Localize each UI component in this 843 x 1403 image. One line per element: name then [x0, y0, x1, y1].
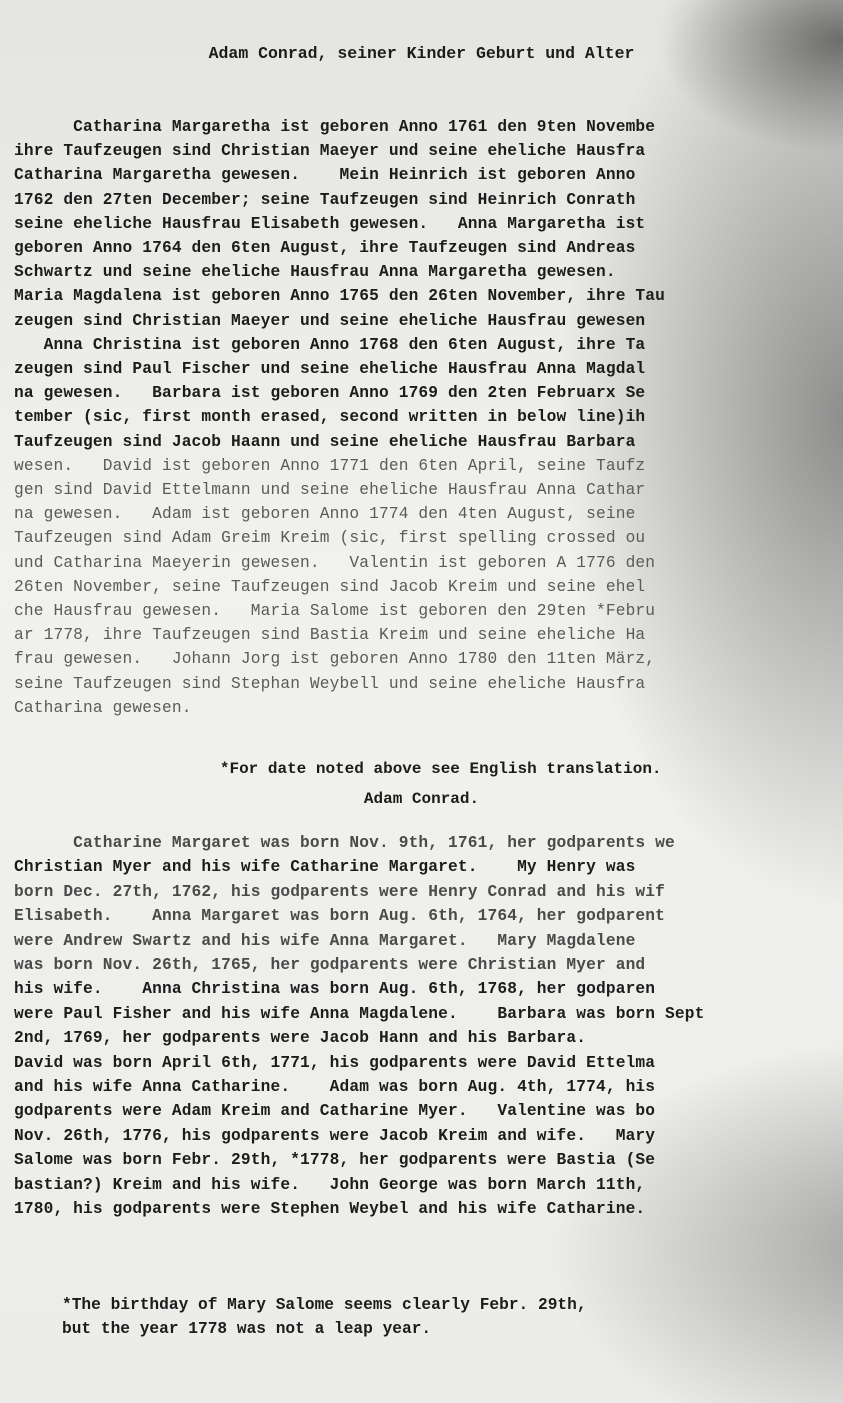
german-lines-line: seine eheliche Hausfrau Elisabeth gewesen. Anna Margaretha ist — [14, 214, 646, 233]
english-lines-line: born Dec. 27th, 1762, his godparents were Henry Conrad and his wif — [14, 882, 666, 901]
german-lines-line: na gewesen. Barbara ist geboren Anno 1769 den 2ten Februarx Se — [14, 384, 646, 403]
footnote-reference-text: *For date noted above see English translation. — [219, 760, 662, 778]
german-lines-line: Anna Christina ist geboren Anno 1768 den 6ten August, ihre Ta — [14, 335, 646, 354]
german-lines-line: gen sind David Ettelmann und seine eheliche Hausfrau Anna Cathar — [14, 481, 646, 499]
german-lines-line: tember (sic, first month erased, second written in below line)ih — [14, 408, 646, 427]
english-lines-line: were Paul Fisher and his wife Anna Magdalene. Barbara was born Sept — [14, 1004, 705, 1023]
footnote-reference — [0, 742, 843, 796]
document-title: Adam Conrad, seiner Kinder Geburt und Alter — [208, 44, 635, 63]
footnote-lines-line: but the year 1778 was not a leap year. — [62, 1320, 432, 1338]
german-lines-line: zeugen sind Christian Maeyer und seine eheliche Hausfrau gewesen — [14, 311, 646, 330]
german-lines-line: Maria Magdalena ist geboren Anno 1765 den 26ten November, ihre Tau — [14, 287, 666, 306]
german-lines-line: Catharina gewesen. — [14, 698, 192, 717]
german-lines-line: 26ten November, seine Taufzeugen sind Jacob Kreim und seine ehel — [14, 577, 646, 596]
german-lines-line: frau gewesen. Johann Jorg ist geboren Anno 1780 den 11ten März, — [14, 650, 656, 669]
german-lines-line: wesen. David ist geboren Anno 1771 den 6ten April, seine Taufz — [14, 456, 646, 475]
german-lines-line: zeugen sind Paul Fischer und seine eheliche Hausfrau Anna Magdal — [14, 360, 646, 378]
german-lines-line: ar 1778, ihre Taufzeugen sind Bastia Kreim und seine eheliche Ha — [14, 626, 646, 645]
german-lines-line: Catharina Margaretha gewesen. Mein Heinrich ist geboren Anno — [14, 166, 636, 185]
footnote-lines-line: *The birthday of Mary Salome seems clearly Febr. 29th, — [62, 1296, 587, 1314]
english-lines-line: bastian?) Kreim and his wife. John George was born March 11th, — [14, 1175, 646, 1194]
german-lines-line: Taufzeugen sind Jacob Haann und seine eheliche Hausfrau Barbara — [14, 432, 636, 451]
english-lines-line: were Andrew Swartz and his wife Anna Margaret. Mary Magdalene — [14, 931, 636, 950]
german-lines-line: Schwartz und seine eheliche Hausfrau Anna Margaretha gewesen. — [14, 263, 616, 282]
english-lines-line: was born Nov. 26th, 1765, her godparents were Christian Myer and — [14, 956, 646, 974]
english-lines-line: and his wife Anna Catharine. Adam was born Aug. 4th, 1774, his — [14, 1078, 656, 1096]
german-lines-line: seine Taufzeugen sind Stephan Weybell und seine eheliche Hausfra — [14, 674, 646, 693]
english-lines-line: Nov. 26th, 1776, his godparents were Jacob Kreim and wife. Mary — [14, 1126, 656, 1145]
english-lines-line: his wife. Anna Christina was born Aug. 6th, 1768, her godparen — [14, 980, 656, 999]
german-lines-line: 1762 den 27ten December; seine Taufzeugen sind Heinrich Conrath — [14, 190, 636, 209]
english-lines-line: Elisabeth. Anna Margaret was born Aug. 6th, 1764, her godparent — [14, 907, 666, 926]
german-lines-line: Catharina Margaretha ist geboren Anno 1761 den 9ten Novembe — [14, 118, 656, 136]
german-lines-line: ihre Taufzeugen sind Christian Maeyer und seine eheliche Hausfra — [14, 142, 646, 161]
english-heading: Adam Conrad. — [363, 790, 480, 808]
english-lines-line: 1780, his godparents were Stephen Weybel and his wife Catharine. — [14, 1200, 646, 1218]
german-lines-line: geboren Anno 1764 den 6ten August, ihre Taufzeugen sind Andreas — [14, 239, 636, 257]
german-lines-line: Taufzeugen sind Adam Greim Kreim (sic, first spelling crossed ou — [14, 529, 646, 548]
english-lines-line: 2nd, 1769, her godparents were Jacob Hann and his Barbara. — [14, 1029, 587, 1048]
english-lines-line: David was born April 6th, 1771, his godparents were David Ettelma — [14, 1053, 656, 1072]
english-lines-line: Salome was born Febr. 29th, *1778, her godparents were Bastia (Se — [14, 1151, 656, 1170]
english-lines-line: Christian Myer and his wife Catharine Margaret. My Henry was — [14, 858, 636, 877]
english-lines-line: godparents were Adam Kreim and Catharine Myer. Valentine was bo — [14, 1102, 656, 1121]
english-lines-line: Catharine Margaret was born Nov. 9th, 1761, her godparents we — [14, 834, 675, 852]
german-lines-line: che Hausfrau gewesen. Maria Salome ist geboren den 29ten *Febru — [14, 602, 656, 620]
german-lines-line: na gewesen. Adam ist geboren Anno 1774 den 4ten August, seine — [14, 505, 636, 524]
german-lines-line: und Catharina Maeyerin gewesen. Valentin ist geboren A 1776 den — [14, 553, 656, 572]
